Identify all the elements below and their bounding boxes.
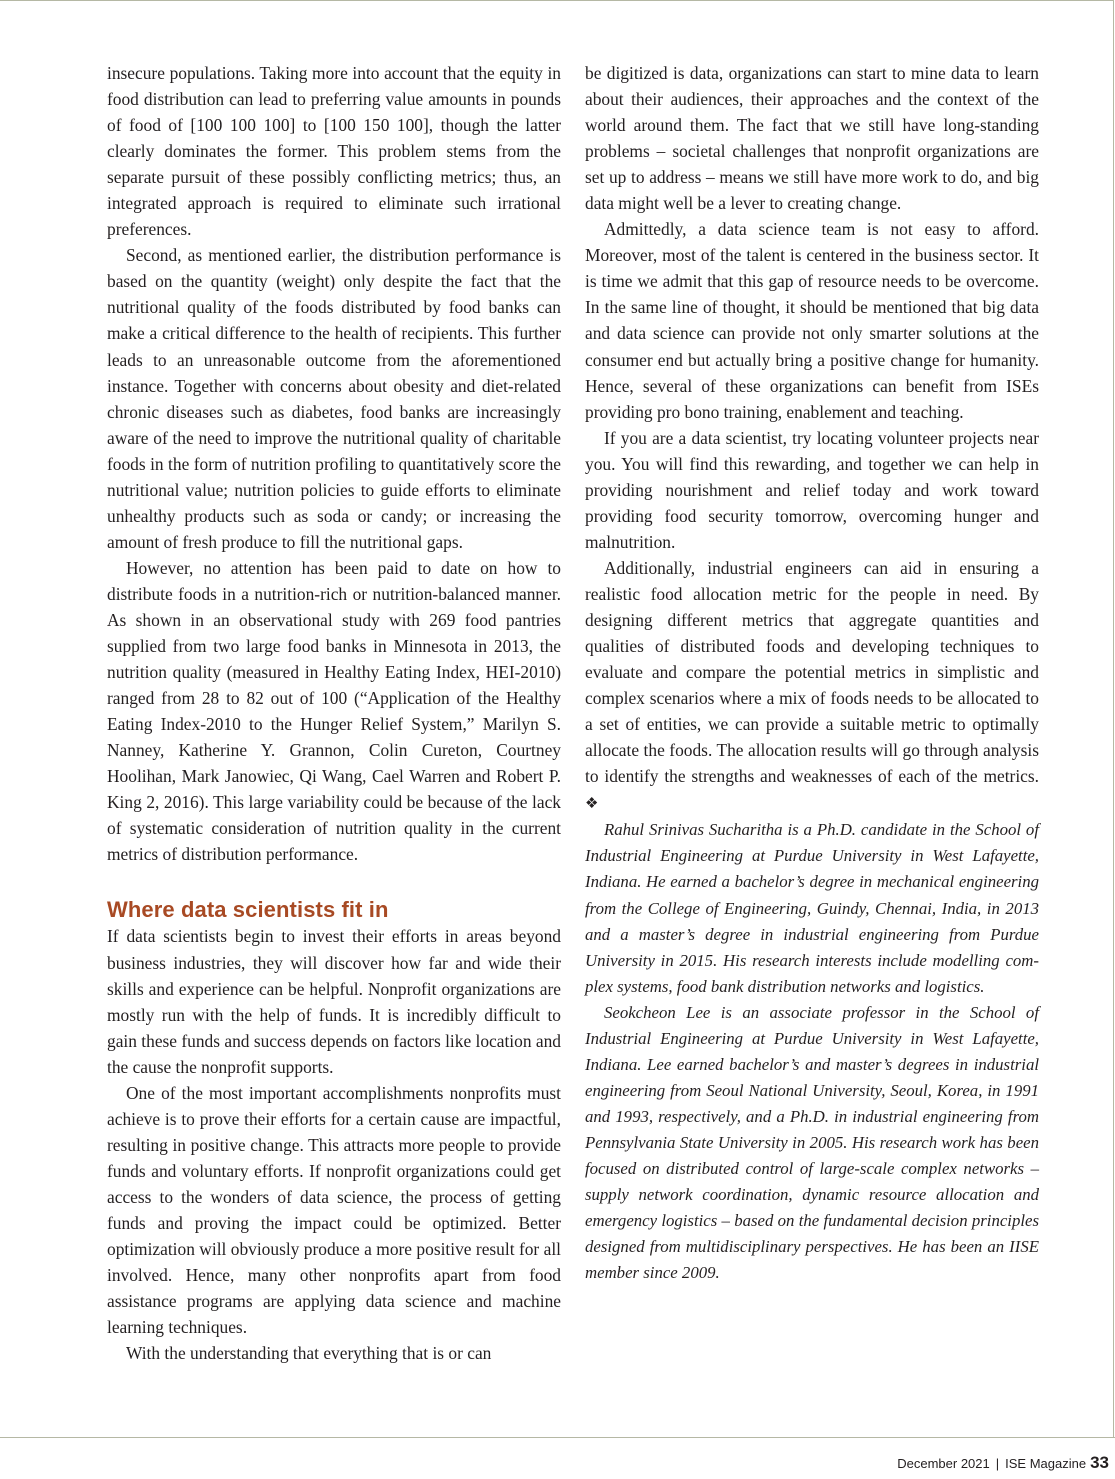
body-paragraph: If you are a data scientist, try locating volunteer projects near you. You will find this rewarding, and together we can help in providing nourishment and relief today and work toward providing food security tomorrow, overcoming hunger and malnutrition.	[585, 427, 1039, 552]
body-paragraph	[585, 555, 1039, 817]
body-paragraph: One of the most important accomplishments nonprofits must achieve is to prove their efforts for a certain cause are impactful, resulting in positive change. This attracts more people to provide funds and voluntary efforts. If nonprofit organizations could get access to the wonders of data science, the process of getting funds and proving the impact could be optimized. Better optimization will obviously produce a more positive result for all involved. Hence, many other nonprofits apart from food assistance programs are applying data science and machine learning techniques.	[107, 1082, 561, 1338]
section-heading: Where data scientists fit in	[107, 897, 389, 923]
body-paragraph: If data scientists begin to invest their efforts in areas beyond business industries, they will discover how far and wide their skills and experience can be helpful. Nonprofit organizations are mostly run with the help of funds. It is incredibly difficult to gain these funds and success depends on factors like location and the cause the nonprofit supports.	[107, 926, 561, 1077]
publication-name: ISE Magazine	[1005, 1456, 1087, 1471]
end-mark-icon: ❖	[585, 796, 599, 813]
footer-rule	[0, 1437, 1115, 1438]
page-number: 33	[1090, 1453, 1109, 1472]
body-paragraph: Second, as mentioned earlier, the distribution performance is based on the quantity (weight) only despite the fact that the nutritional quality of the foods distributed by food banks can make a critical difference to the health of recipients. This further leads to an unreasonable outcome from the aforementioned instance. Together with concerns about obesity and diet-related chronic diseases such as diabetes, food banks are increasingly aware of the need to improve the nutritional quality of charitable foods in the form of nutrition profiling to quantitatively score the nutritional value; nutrition policies to guide efforts to eliminate unhealthy products such as soda or candy; or increasing the amount of fresh produce to fill the nutritional gaps.	[107, 245, 561, 552]
author-bio: Seokcheon Lee is an associate professor in the School of Industrial Engineering at Purdue University in West Lafayette, Indiana. Lee earned bachelor’s and master’s degrees in industrial engineering from Seoul National University, Seoul, Korea, in 1991 and 1993, respectively, and a Ph.D. in industrial engineering from Pennsylvania State University in 2005. His research work has been focused on distributed control of large-scale complex networks – supply network coordination, dynamic resource allocation and emergency logistics – based on the fundamental decision principles designed from multidisciplinary perspectives. He has been an IISE member since 2009.	[585, 1002, 1039, 1283]
body-paragraph: However, no attention has been paid to date on how to distribute foods in a nutrition-rich or nutrition-balanced manner. As shown in an observational study with 269 food pantries supplied from two large food banks in Minnesota in 2013, the nutrition quality (measured in Healthy Eating Index, HEI-2010) ranged from 28 to 82 out of 100 (“Application of the Healthy Eating Index-2010 to the Hunger Relief System,” Marilyn S. Nanney, Katherine Y. Grannon, Colin Cureton, Courtney Hoolihan, Mark Janowiec, Qi Wang, Cael Warren and Robert P. King 2, 2016). This large variability could be because of the lack of systematic consideration of nutrition quality in the current metrics of distribution performance.	[107, 557, 561, 865]
body-paragraph: Admittedly, a data science team is not easy to afford. Moreover, most of the talent is centered in the business sector. It is time we admit that this gap of resource needs to be overcome. In the same line of thought, it should be mentioned that big data and data science can provide not only smarter solutions at the consumer end but actually bring a positive change for humanity. Hence, several of these organizations can benefit from ISEs providing pro bono training, enablement and teaching.	[585, 219, 1039, 422]
body-paragraph: insecure populations. Taking more into account that the equity in food distribution can lead to preferring value amounts in pounds of food of [100 100 100] to [100 150 100], though the latter clearly dominates the former. This problem stems from the separate pursuit of these possibly conflicting metrics; thus, an integrated approach is required to eliminate such irrational preferences.	[107, 63, 561, 240]
right-column	[585, 60, 1039, 1286]
author-bio: Rahul Srinivas Sucharitha is a Ph.D. candidate in the School of Industrial Engineering at Purdue University in West Lafayette, Indiana. He earned a bachelor’s degree in mechanical engineering from the College of Engineering, Guindy, Chennai, India, in 2013 and a master’s degree in industrial engineering from Purdue University in 2015. His research interests include modelling complex systems, food bank distribution networks and logistics.	[585, 820, 1039, 996]
body-paragraph: be digitized is data, organizations can start to mine data to learn about their audiences, their approaches and the context of the world around them. The fact that we still have long-standing problems – societal challenges that nonprofit organizations are set up to address – means we still have more work to do, and big data might well be a lever to creating change.	[585, 63, 1039, 214]
left-column	[107, 60, 561, 1366]
page-footer	[897, 1453, 1109, 1473]
footer-separator: |	[995, 1456, 1000, 1471]
closing-paragraph-text: Additionally, industrial engineers can aid in ensuring a realistic food allocation metric for the people in need. By designing different metrics that aggregate quantities and qualities of distributed foods and developing techniques to evaluate and compare the potential metrics in simplistic and complex scenarios where a mix of foods needs to be allocated to a set of entities, we can provide a suitable metric to optimally allocate the foods. The allocation results will go through analysis to identify the strengths and weaknesses of each of the metrics.	[585, 557, 1039, 787]
issue-date: December 2021	[897, 1456, 990, 1471]
body-paragraph: With the understanding that everything that is or can	[126, 1343, 492, 1364]
